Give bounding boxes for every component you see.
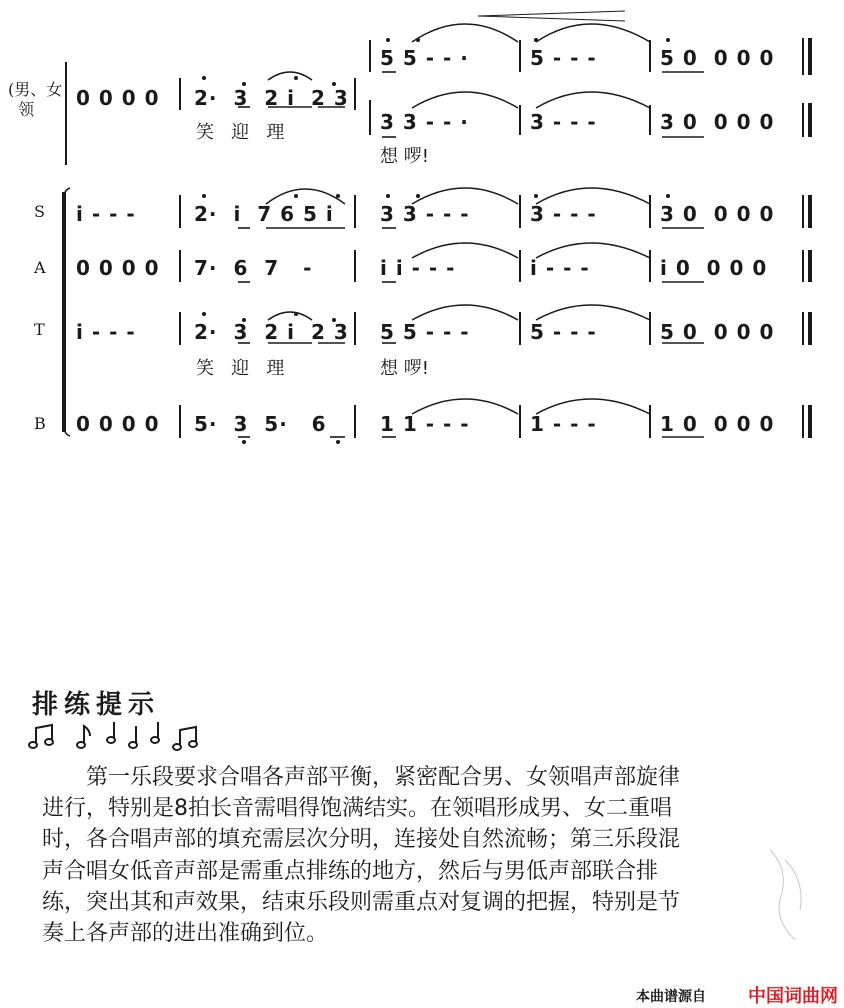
- part-label-soprano: S: [34, 202, 45, 221]
- tenor-m3: 5 5 - - -: [380, 320, 470, 344]
- part-label-bass: B: [34, 414, 46, 433]
- rehearsal-heading: 排练提示: [32, 690, 161, 720]
- leader-upper-m3: 5 5 - - ·: [380, 46, 469, 70]
- rehearsal-paragraph-text: 第一乐段要求合唱各声部平衡，紧密配合男、女领唱声部旋律进行，特别是8拍长音需唱得饱满结实。在领唱形成男、女二重唱时，各合唱声部的填充需层次分明，连接处自然流畅；第三乐段混声合唱女低音声部是需重点排练的地方，然后与男低声部联合排练，突出其和声效果，结束乐段则需重点对复调的把握，特别是节奏上各声部的进出准确到位。: [42, 765, 681, 947]
- soprano-m1: i - - -: [76, 202, 136, 226]
- bass-m1: 0 0 0 0: [76, 412, 160, 436]
- leader-lyric-m3: 想 啰!: [380, 146, 429, 167]
- music-notes-icon: [28, 720, 208, 752]
- alto-m1: 0 0 0 0: [76, 256, 160, 280]
- tenor-m5: 5 0 0 0 0: [660, 320, 775, 344]
- bass-m2: 5· 3 5· 6: [194, 412, 327, 436]
- leader-lower-m4: 3 - - -: [530, 110, 597, 134]
- score-lines: [0, 0, 844, 470]
- alto-m4: i - - -: [530, 256, 590, 280]
- source-label: 本曲谱源自: [636, 989, 706, 1005]
- alto-m5: i 0 0 0 0: [660, 256, 768, 280]
- leader-upper-m4: 5 - - -: [530, 46, 597, 70]
- soprano-m3: 3 3 - - -: [380, 202, 470, 226]
- tenor-m4: 5 - - -: [530, 320, 597, 344]
- leader-lower-m5: 3 0 0 0 0: [660, 110, 775, 134]
- soprano-m5: 3 0 0 0 0: [660, 202, 775, 226]
- tenor-lyric-m2: 笑 迎 理: [196, 358, 285, 379]
- alto-m3: i i - - -: [380, 256, 456, 280]
- leader-lower-m3: 3 3 - - ·: [380, 110, 469, 134]
- leader-part-label: (男、女 领: [8, 80, 63, 119]
- site-name-link[interactable]: 中国词曲网: [748, 986, 838, 1007]
- soprano-m2: 2· i 7 6 5 i: [194, 202, 334, 226]
- soprano-m4: 3 - - -: [530, 202, 597, 226]
- rehearsal-paragraph: [42, 762, 692, 949]
- tenor-m1: i - - -: [76, 320, 136, 344]
- tenor-lyric-m3: 想 啰!: [380, 358, 429, 379]
- tenor-m2: 2· 3 2 i 2 3: [194, 320, 349, 344]
- bass-m5: 1 0 0 0 0: [660, 412, 775, 436]
- part-label-alto: A: [34, 258, 46, 277]
- leader-upper-m1: 0 0 0 0: [76, 86, 160, 110]
- alto-m2: 7· 6 7 -: [194, 256, 313, 280]
- bass-m3: 1 1 - - -: [380, 412, 470, 436]
- leader-upper-m2: 2· 3 2 i 2 3: [194, 86, 349, 110]
- part-label-tenor: T: [34, 320, 45, 339]
- leader-lyric-m2: 笑 迎 理: [196, 122, 285, 143]
- bass-m4: 1 - - -: [530, 412, 597, 436]
- decorative-sketch: [760, 840, 830, 950]
- leader-upper-m5: 5 0 0 0 0: [660, 46, 775, 70]
